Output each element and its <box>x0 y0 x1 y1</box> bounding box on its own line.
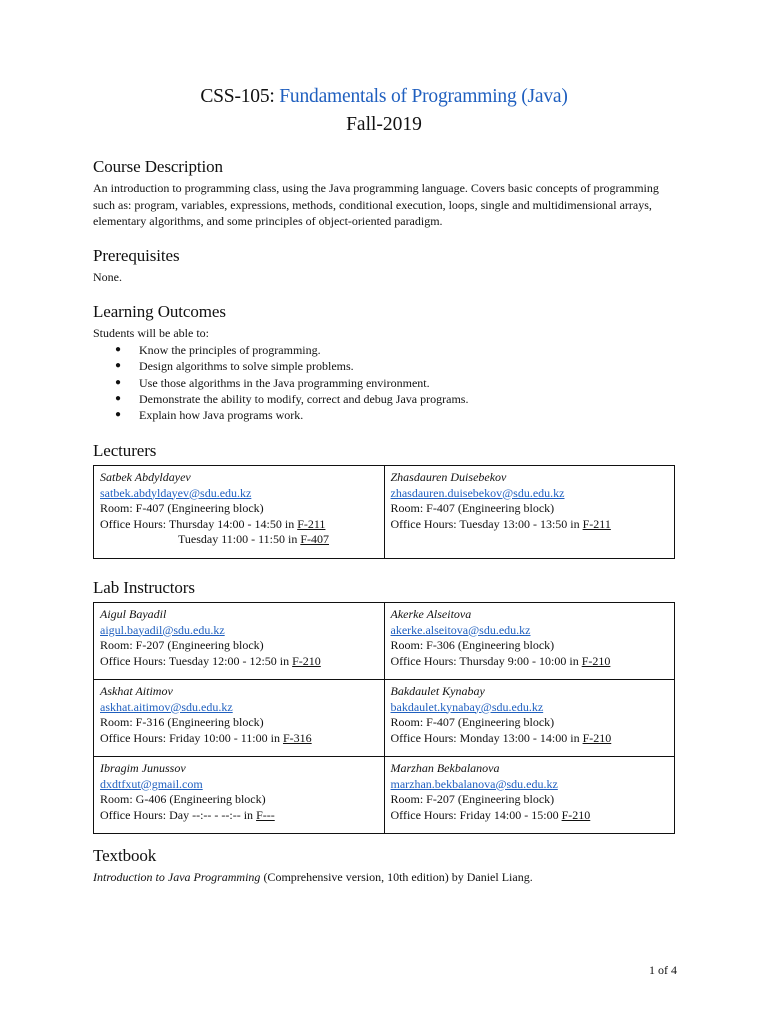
bullet-icon: ● <box>115 392 122 404</box>
prerequisites-text: None. <box>93 270 122 284</box>
outcome-text: Use those algorithms in the Java programming environment. <box>139 375 430 390</box>
list-item <box>93 375 653 391</box>
lecturer-email-link[interactable]: satbek.abdyldayev@sdu.edu.kz <box>100 485 252 500</box>
outcome-text: Explain how Java programs work. <box>139 408 304 423</box>
instructor-hours <box>100 731 378 747</box>
lecturer-room: Room: F-407 (Engineering block) <box>390 501 555 515</box>
hours-room: F-210 <box>582 730 612 745</box>
outcomes-intro: Students will be able to: <box>93 326 209 340</box>
hours-text: Office Hours: Tuesday 12:00 - 12:50 in <box>100 653 293 668</box>
lecturer-name: Zhasdauren Duisebekov <box>390 470 507 484</box>
instructor-hours <box>391 731 669 747</box>
lecturers-table <box>93 465 675 559</box>
instructor-cell <box>384 603 675 680</box>
hours-text: Office Hours: Friday 10:00 - 11:00 in <box>100 730 283 745</box>
heading-course-description: Course Description <box>93 157 223 176</box>
bullet-icon: ● <box>115 344 122 355</box>
table-row <box>94 603 675 680</box>
instructor-name: Marzhan Bekbalanova <box>390 761 500 775</box>
instructor-hours <box>391 654 669 670</box>
instructor-name: Aigul Bayadil <box>100 607 167 621</box>
instructor-room: Room: F-306 (Engineering block) <box>390 638 555 652</box>
instructor-name: Ibragim Junussov <box>100 761 186 775</box>
lecturer-hours <box>391 517 669 533</box>
lab-instructors-table <box>93 602 675 834</box>
instructor-cell <box>384 757 675 834</box>
instructor-cell <box>94 603 385 680</box>
list-item <box>93 391 653 407</box>
instructor-email-link[interactable]: akerke.alseitova@sdu.edu.kz <box>390 622 531 637</box>
instructor-room: Room: F-407 (Engineering block) <box>390 715 555 729</box>
lecturer-cell <box>94 466 385 559</box>
instructor-room: Room: F-207 (Engineering block) <box>390 792 555 806</box>
list-item <box>93 407 653 423</box>
instructor-room: Room: F-207 (Engineering block) <box>100 638 264 652</box>
instructor-email-link[interactable]: marzhan.bekbalanova@sdu.edu.kz <box>390 776 558 791</box>
hours-room: F-211 <box>582 516 611 531</box>
instructor-email-link[interactable]: dxdtfxut@gmail.com <box>100 776 203 791</box>
bullet-icon: ● <box>115 409 122 421</box>
instructor-hours <box>100 654 378 670</box>
heading-textbook: Textbook <box>93 846 157 865</box>
lecturer-hours-2 <box>100 532 378 548</box>
hours-room: F-210 <box>581 653 611 668</box>
table-row <box>94 757 675 834</box>
outcome-text: Demonstrate the ability to modify, correct and debug Java programs. <box>139 391 469 406</box>
hours-text: Office Hours: Day --:-- - --:-- in <box>100 807 257 822</box>
course-code: CSS-105: <box>200 86 280 107</box>
instructor-cell <box>384 680 675 757</box>
outcome-text: Know the principles of programming. <box>139 343 321 357</box>
instructor-name: Askhat Aitimov <box>100 684 173 698</box>
instructor-email-link[interactable]: aigul.bayadil@sdu.edu.kz <box>100 622 225 637</box>
bullet-icon: ● <box>115 376 122 388</box>
instructor-email-link[interactable]: askhat.aitimov@sdu.edu.kz <box>100 699 233 714</box>
lecturer-room: Room: F-407 (Engineering block) <box>100 501 264 515</box>
hours-text: Office Hours: Friday 14:00 - 15:00 <box>390 807 562 822</box>
hours-text: Office Hours: Thursday 9:00 - 10:00 in <box>390 653 582 668</box>
hours-room: F-407 <box>300 532 330 546</box>
bullet-icon: ● <box>115 360 122 372</box>
course-name: Fundamentals of Programming (Java) <box>279 86 568 107</box>
instructor-hours <box>391 808 669 824</box>
heading-lab-instructors: Lab Instructors <box>93 578 195 597</box>
list-item <box>93 342 653 358</box>
textbook-title: Introduction to Java Programming <box>93 870 261 884</box>
hours-text: Tuesday 11:00 - 11:50 in <box>178 532 301 546</box>
heading-learning-outcomes: Learning Outcomes <box>93 302 226 321</box>
table-row <box>94 680 675 757</box>
lecturer-cell <box>384 466 675 559</box>
hours-text: Office Hours: Monday 13:00 - 14:00 in <box>390 730 583 745</box>
hours-text: Office Hours: Tuesday 13:00 - 13:50 in <box>390 516 583 531</box>
course-title <box>0 86 768 108</box>
instructor-room: Room: F-316 (Engineering block) <box>100 715 264 729</box>
hours-room: F--- <box>256 807 275 822</box>
hours-room: F-210 <box>561 807 591 822</box>
course-term: Fall-2019 <box>346 114 422 135</box>
lecturer-hours <box>100 517 378 533</box>
instructor-name: Bakdaulet Kynabay <box>390 684 485 698</box>
instructor-cell <box>94 757 385 834</box>
instructor-room: Room: G-406 (Engineering block) <box>100 792 266 806</box>
page-number: 1 of 4 <box>649 963 677 977</box>
hours-text: Office Hours: Thursday 14:00 - 14:50 in <box>100 516 298 531</box>
hours-room: F-210 <box>292 653 321 668</box>
course-description-text: An introduction to programming class, using the Java programming language. Covers basic concepts of programming such as: program, variables, expressions, methods, conditional execution, loops, single and multidimensional arrays, elementary algorithms, and some principles of object-oriented paradigm. <box>93 181 659 228</box>
heading-lecturers: Lecturers <box>93 441 157 460</box>
instructor-name: Akerke Alseitova <box>390 607 472 621</box>
outcome-text: Design algorithms to solve simple problems. <box>139 359 354 374</box>
textbook-details: (Comprehensive version, 10th edition) by Daniel Liang. <box>260 870 533 884</box>
hours-room: F-211 <box>297 516 326 531</box>
outcomes-list <box>93 342 653 423</box>
instructor-cell <box>94 680 385 757</box>
lecturer-name: Satbek Abdyldayev <box>100 470 191 484</box>
instructor-email-link[interactable]: bakdaulet.kynabay@sdu.edu.kz <box>390 699 544 714</box>
hours-room: F-316 <box>282 730 312 745</box>
textbook-citation <box>93 870 533 885</box>
lecturer-email-link[interactable]: zhasdauren.duisebekov@sdu.edu.kz <box>390 485 565 500</box>
list-item <box>93 358 653 374</box>
instructor-hours <box>100 808 378 824</box>
table-row <box>94 466 675 559</box>
heading-prerequisites: Prerequisites <box>93 246 180 265</box>
